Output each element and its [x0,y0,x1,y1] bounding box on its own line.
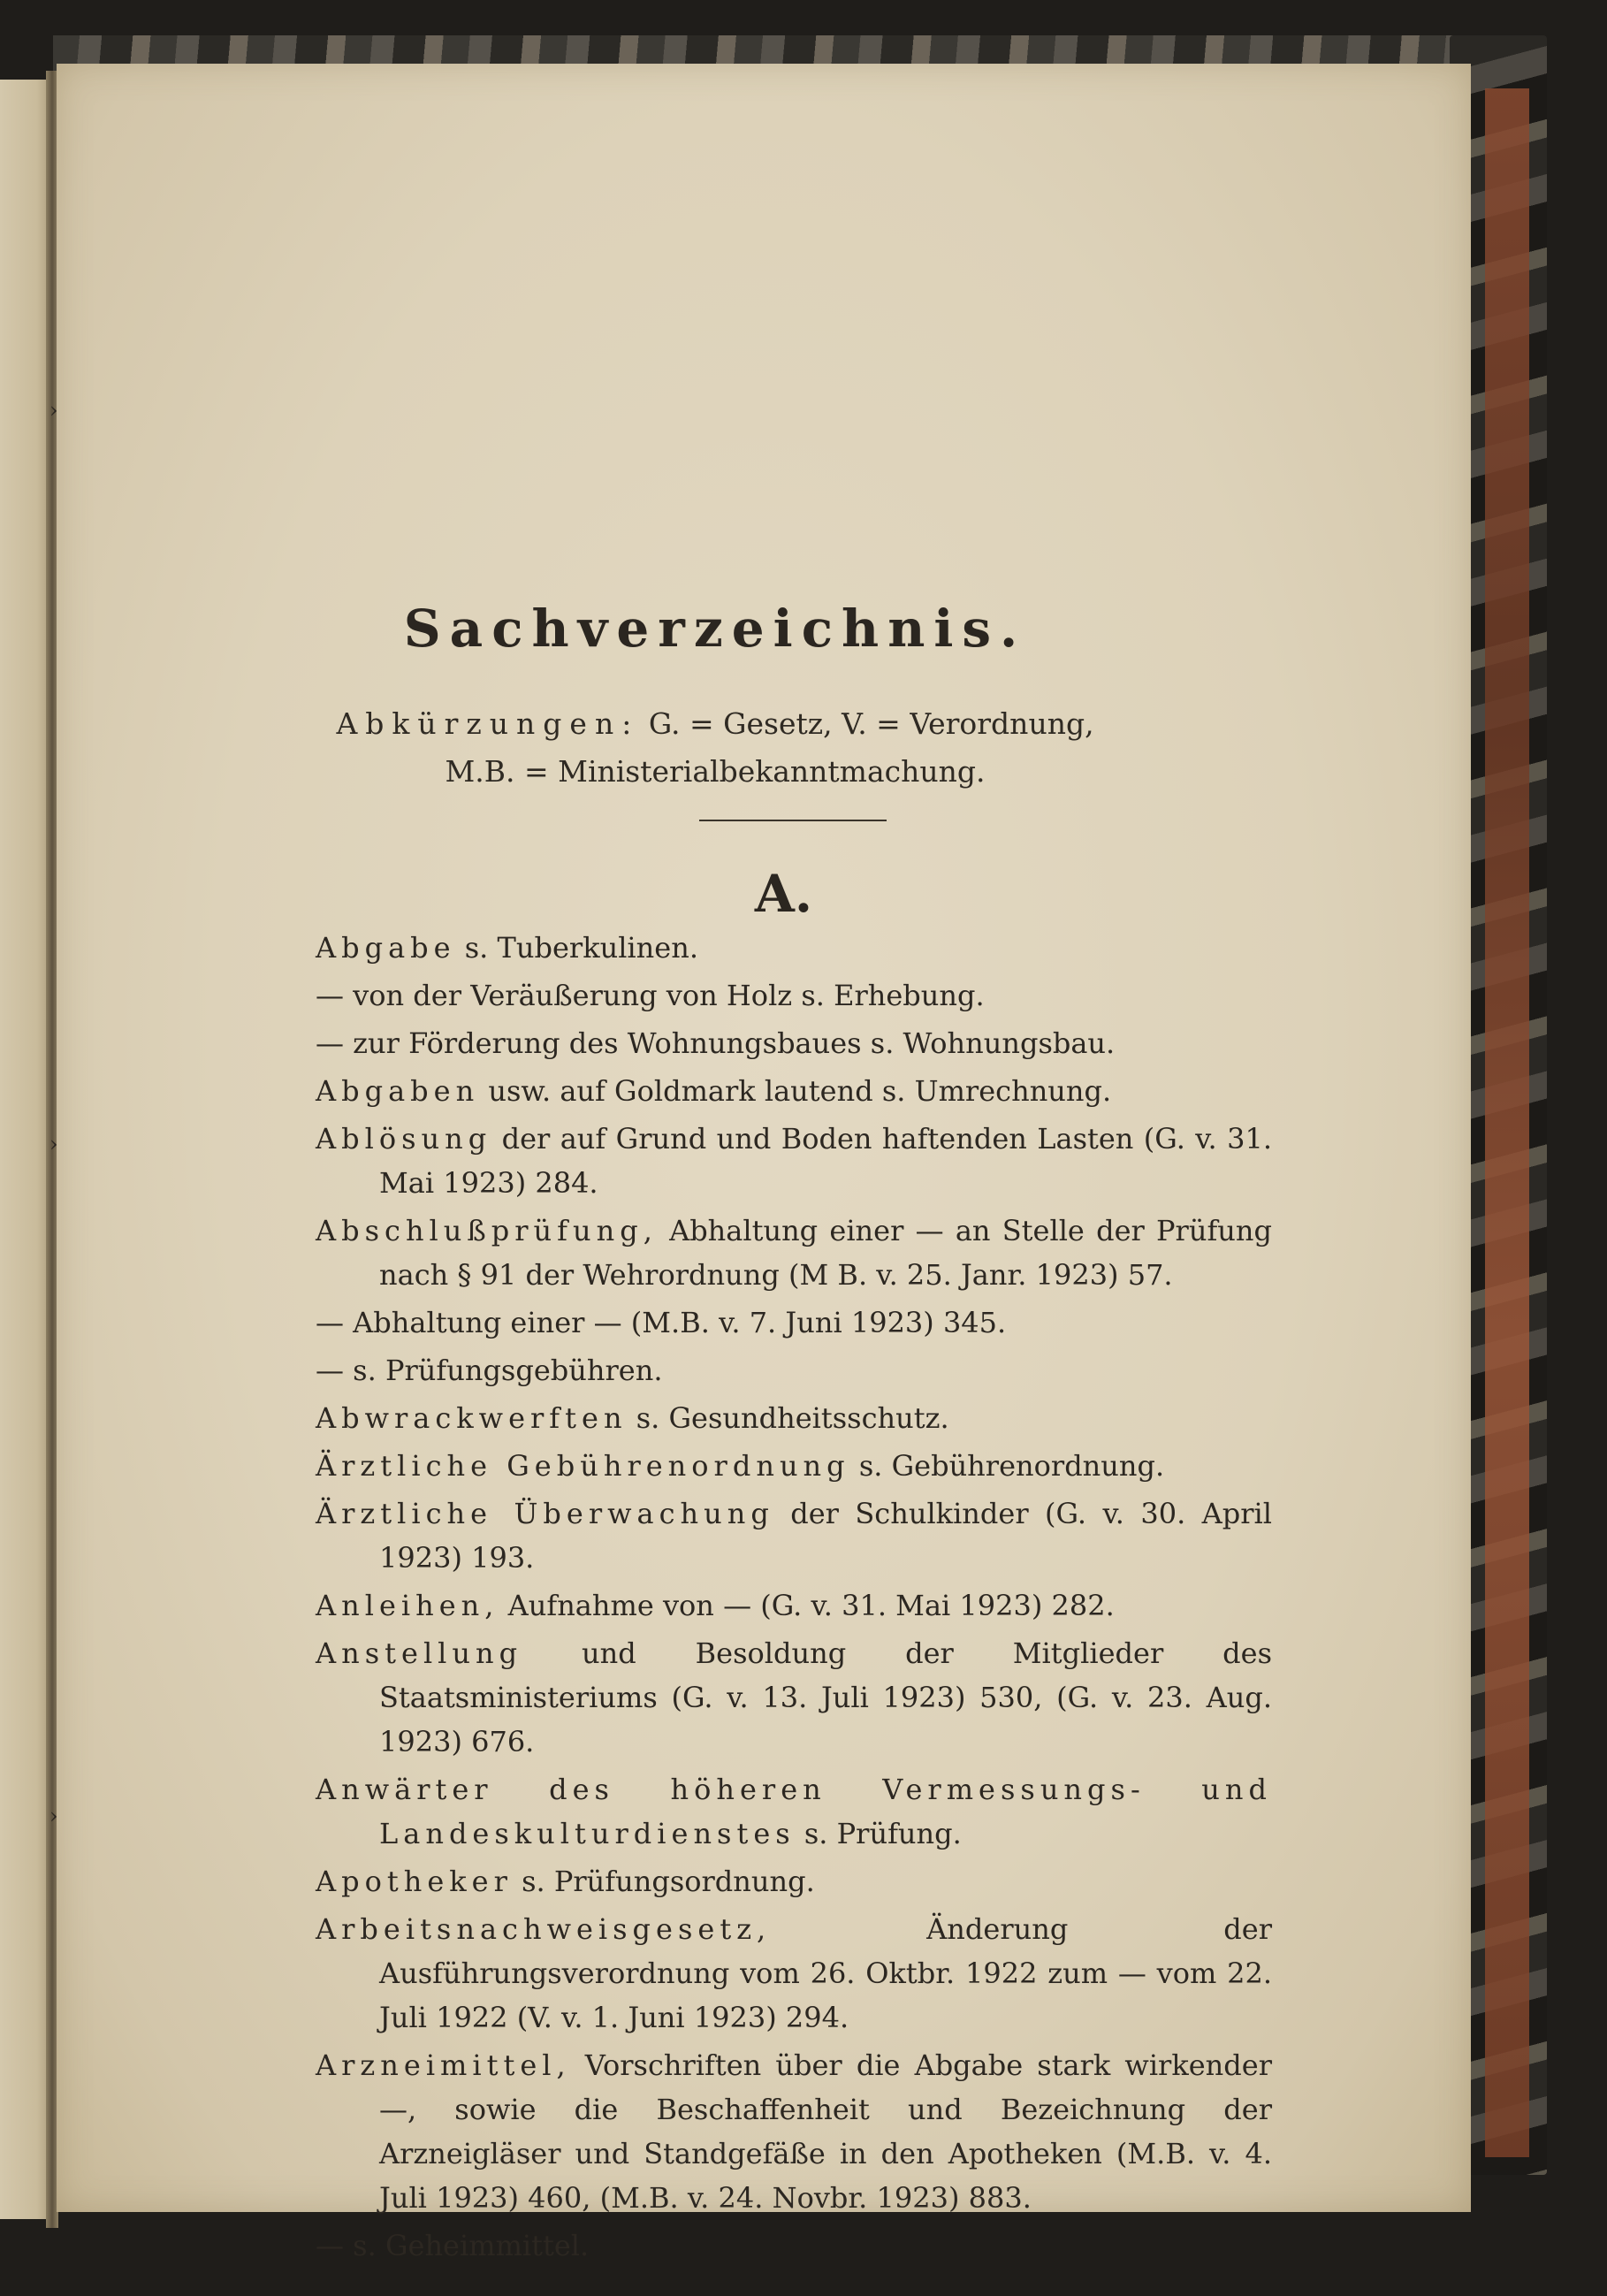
section-letter: A. [754,864,813,924]
index-entry: Arzneimittel, Vorschriften über die Abgabe stark wirkender —, sowie die Beschaffenheit und Bezeichnung der Arzneigläser und Standgefäße in den Apotheken (M.B. v. 4. Juli 1923) 460, (M.B. v. 24. Novbr. 1923) 883. [316,2048,1272,2215]
index-entry: Anleihen, Aufnahme von — (G. v. 31. Mai 1923) 282. [316,1589,1115,1622]
index-entry: — zur Förderung des Wohnungsbaues s. Wohnungsbau. [316,1026,1116,1060]
margin-mark: › [50,1804,58,1828]
index-entry: — s. Prüfungsgebühren. [316,1354,663,1387]
margin-mark: › [50,398,58,423]
abbreviations-text-1: G. = Gesetz, V. = Verordnung, [648,706,1094,741]
index-entry: Anwärter des höheren Vermessungs- und Landeskulturdienstes s. Prüfung. [316,1773,1272,1850]
index-entry: Abschlußprüfung, Abhaltung einer — an Stelle der Prüfung nach § 91 der Wehrordnung (M B. v. 25. Janr. 1923) 57. [316,1214,1272,1292]
abbreviations-text-2: M.B. = Ministerialbekanntmachung. [445,754,986,789]
index-entry: Abgabe s. Tuberkulinen. [316,931,698,965]
index-entry: — von der Veräußerung von Holz s. Erhebung. [316,979,985,1012]
abbreviations-line-2 [57,748,1374,796]
abbreviations-line-1 [57,700,1374,748]
index-entry: Ärztliche Gebührenordnung s. Gebührenordnung. [316,1449,1165,1483]
index-entry: Abwrackwerften s. Gesundheitsschutz. [316,1401,949,1435]
index-entry: Anstellung und Besoldung der Mitglieder des Staatsministeriums (G. v. 13. Juli 1923) 530, (G. v. 23. Aug. 1923) 676. [316,1636,1272,1758]
index-entry: Apotheker s. Prüfungsordnung. [316,1865,815,1898]
index-entry: — Abhaltung einer — (M.B. v. 7. Juni 1923) 345. [316,1306,1007,1339]
book-page [50,64,1471,2262]
index-entry: Ablösung der auf Grund und Boden haftenden Lasten (G. v. 31. Mai 1923) 284. [316,1122,1272,1200]
index-entry: Arbeitsnachweisgesetz, Änderung der Ausführungsverordnung vom 26. Oktbr. 1922 zum — vom 22. Juli 1922 (V. v. 1. Juni 1923) 294. [316,1912,1272,2034]
abbreviations-label: Abkürzungen: [336,706,640,741]
page-title: Sachverzeichnis. [403,599,1027,659]
left-page-edge [0,80,53,2219]
index-entry: Abgaben usw. auf Goldmark lautend s. Umrechnung. [316,1074,1112,1108]
index-entries [316,926,1272,2271]
index-entry: Ärztliche Überwachung der Schulkinder (G. v. 30. April 1923) 193. [316,1497,1273,1575]
index-entry: — s. Geheimmittel. [316,2229,590,2262]
book-spine-leather [1485,88,1529,2157]
divider-rule [699,820,887,821]
margin-mark: › [50,1132,58,1156]
